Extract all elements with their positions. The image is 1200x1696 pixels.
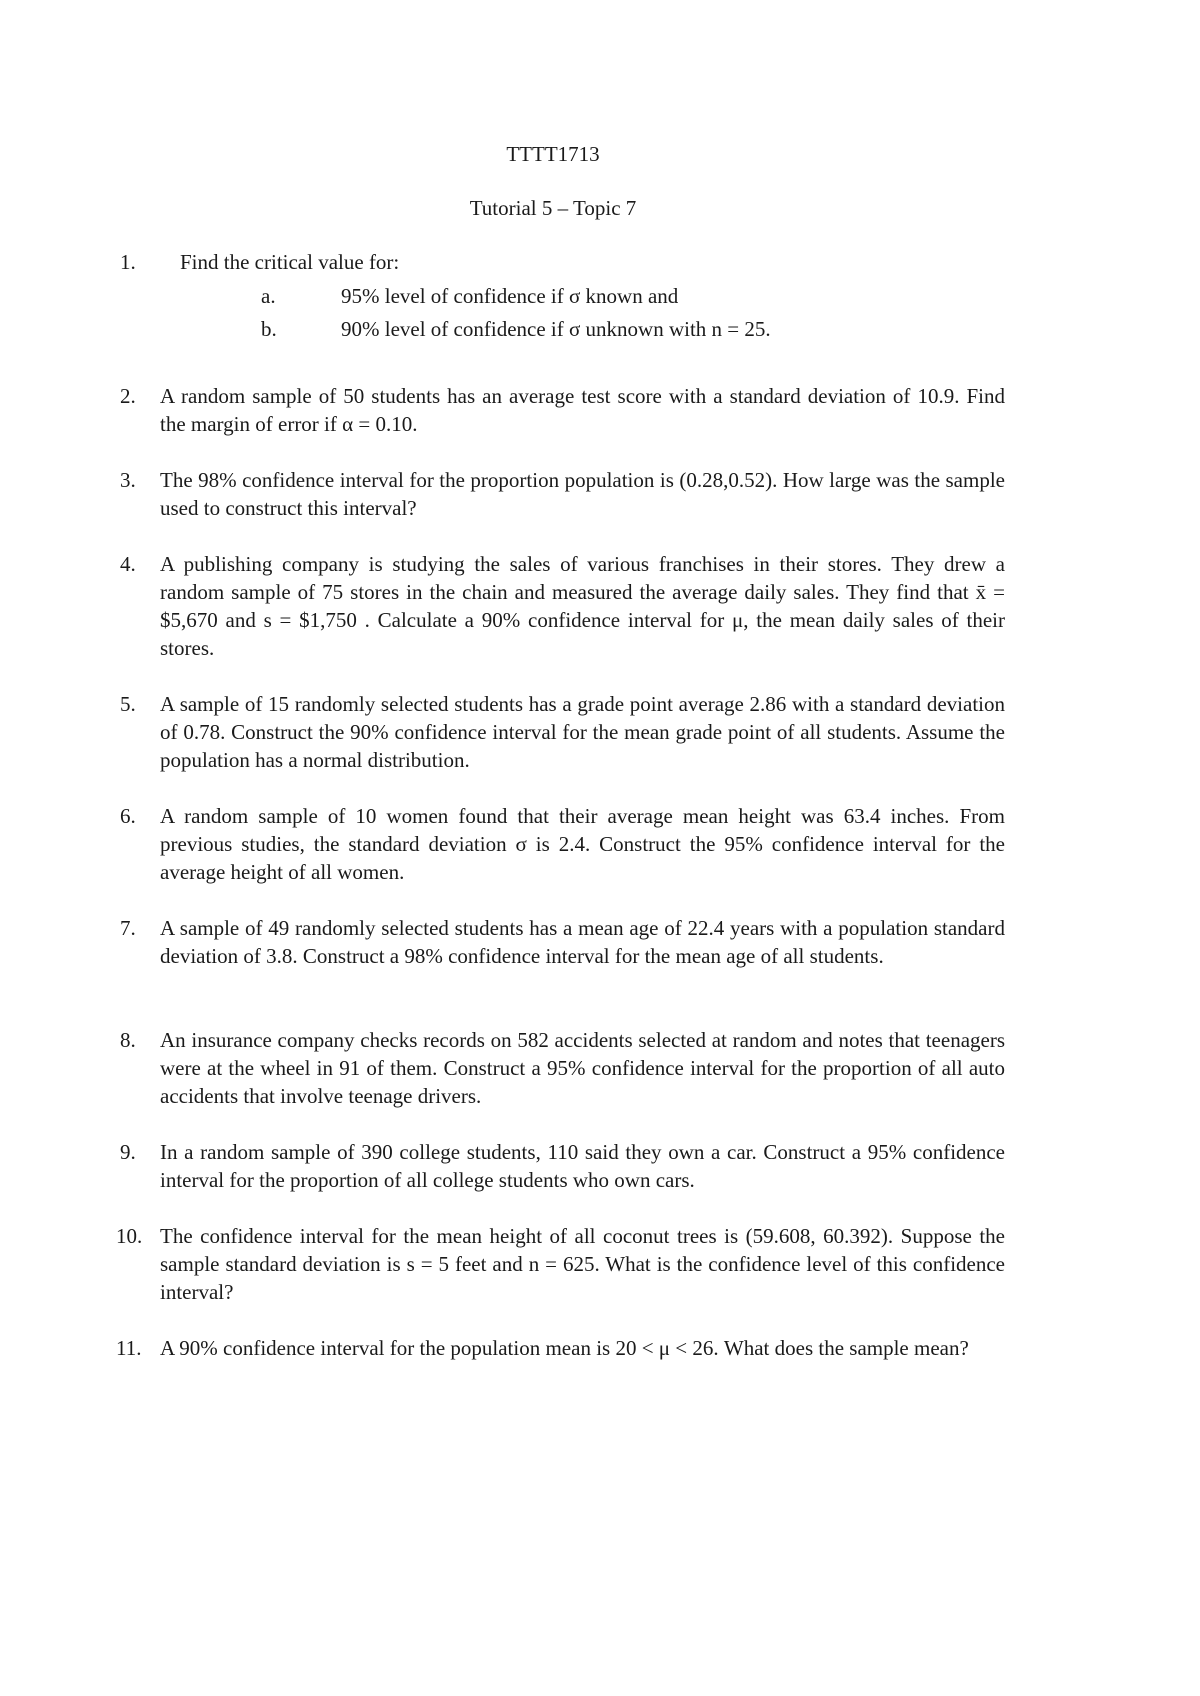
question-2 <box>120 382 1005 438</box>
course-code: TTTT1713 <box>506 142 600 166</box>
question-number: 7. <box>120 916 136 940</box>
subitem-text: 95% level of confidence if σ known and <box>341 284 679 308</box>
question-number: 8. <box>120 1028 136 1052</box>
question-text: Find the critical value for: <box>180 250 400 274</box>
question-9 <box>120 1138 1005 1194</box>
question-number: 5. <box>120 692 136 716</box>
question-text: An insurance company checks records on 582 accidents selected at random and notes that teenagers were at the wheel in 91 of them. Construct a 95% confidence interval for the proportion of all auto accidents that involve teenage drivers. <box>160 1028 1005 1108</box>
question-1 <box>120 248 1005 276</box>
question-3 <box>120 466 1005 522</box>
tutorial-title: Tutorial 5 – Topic 7 <box>469 196 637 220</box>
question-8 <box>120 1026 1005 1110</box>
subitem-letter: b. <box>261 317 277 341</box>
question-number: 4. <box>120 552 136 576</box>
question-text: A sample of 49 randomly selected students has a mean age of 22.4 years with a population standard deviation of 3.8. Construct a 98% confidence interval for the mean age of all students. <box>160 916 1005 968</box>
question-text: A publishing company is studying the sales of various franchises in their stores. They drew a random sample of 75 stores in the chain and measured the average daily sales. They find that x̄ = $5,670 and s = $1,750 . Calculate a 90% confidence interval for μ, the mean daily sales of their stores. <box>160 552 1005 660</box>
question-text: A sample of 15 randomly selected students has a grade point average 2.86 with a standard deviation of 0.78. Construct the 90% confidence interval for the mean grade point of all students. Assume the population has a normal distribution. <box>160 692 1005 772</box>
question-number: 2. <box>120 384 136 408</box>
question-text: In a random sample of 390 college students, 110 said they own a car. Construct a 95% confidence interval for the proportion of all college students who own cars. <box>160 1140 1005 1192</box>
question-text: The 98% confidence interval for the proportion population is (0.28,0.52). How large was the sample used to construct this interval? <box>160 468 1005 520</box>
question-number: 9. <box>120 1140 136 1164</box>
question-text: A 90% confidence interval for the population mean is 20 < μ < 26. What does the sample mean? <box>160 1336 969 1360</box>
question-number: 10. <box>116 1224 143 1248</box>
question-6 <box>120 802 1005 886</box>
subitem-letter: a. <box>261 284 276 308</box>
question-number: 11. <box>116 1336 142 1360</box>
question-number: 6. <box>120 804 136 828</box>
subitem-text: 90% level of confidence if σ unknown with n = 25. <box>341 317 771 341</box>
question-text: The confidence interval for the mean height of all coconut trees is (59.608, 60.392). Suppose the sample standard deviation is s = 5 feet and n = 625. What is the confidence level of this confidence interval? <box>160 1224 1005 1304</box>
question-7 <box>120 914 1005 970</box>
question-text: A random sample of 50 students has an average test score with a standard deviation of 10.9. Find the margin of error if α = 0.10. <box>160 384 1005 436</box>
question-text: A random sample of 10 women found that their average mean height was 63.4 inches. From previous studies, the standard deviation σ is 2.4. Construct the 95% confidence interval for the average height of all women. <box>160 804 1005 884</box>
question-10 <box>116 1222 1005 1306</box>
question-number: 1. <box>120 250 136 274</box>
question-11 <box>116 1334 1005 1362</box>
question-5 <box>120 690 1005 774</box>
question-4 <box>120 550 1005 662</box>
question-number: 3. <box>120 468 136 492</box>
